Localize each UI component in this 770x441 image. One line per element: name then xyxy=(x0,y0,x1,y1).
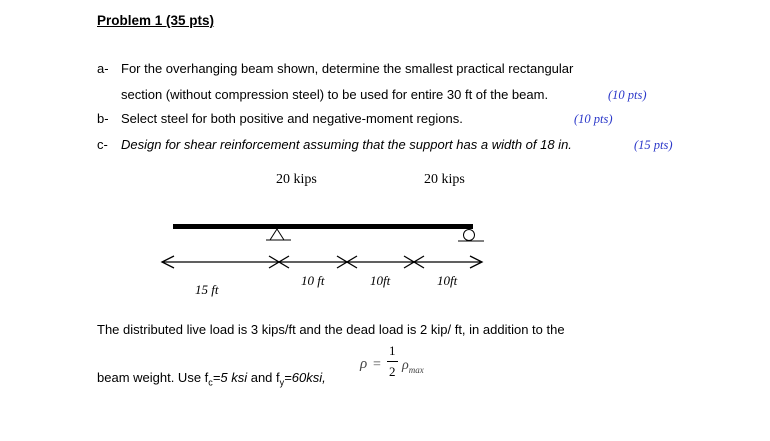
item-a-line1: For the overhanging beam shown, determine the smallest practical rectangular xyxy=(121,61,574,76)
load-description-line1: The distributed live load is 3 kips/ft and the dead load is 2 kip/ ft, in addition to the xyxy=(97,322,565,337)
item-c-points: (15 pts) xyxy=(634,138,673,152)
rho-symbol: ρ xyxy=(360,356,368,372)
item-c-marker: c- xyxy=(97,137,108,152)
dimension-line xyxy=(162,256,482,268)
span-label-10ft-1: 10 ft xyxy=(301,273,325,288)
span-label-15ft: 15 ft xyxy=(195,282,219,297)
load-label-1: 20 kips xyxy=(276,172,317,187)
item-b-points: (10 pts) xyxy=(574,112,613,126)
item-c-text: Design for shear reinforcement assuming that the support has a width of 18 in. xyxy=(121,137,572,152)
problem-title: Problem 1 (35 pts) xyxy=(97,13,215,28)
fraction-bar xyxy=(387,361,398,362)
load-label-2: 20 kips xyxy=(424,172,465,187)
beam xyxy=(173,224,473,229)
item-a-line2: section (without compression steel) to be used for entire 30 ft of the beam. xyxy=(121,87,549,102)
item-b-marker: b- xyxy=(97,111,109,126)
roller-support xyxy=(458,230,484,242)
span-label-10ft-3: 10ft xyxy=(437,273,458,288)
pin-support xyxy=(266,229,291,240)
load-description-line2: beam weight. Use $f_c=5$ ksi and $f_y=60ksi$, xyxy=(97,370,326,388)
item-a-marker: a- xyxy=(97,61,109,76)
equals-sign: = xyxy=(373,357,381,372)
fraction-denominator: 2 xyxy=(389,364,396,379)
fraction-numerator: 1 xyxy=(389,343,396,358)
span-label-10ft-2: 10ft xyxy=(370,273,391,288)
item-a-points: (10 pts) xyxy=(608,88,647,102)
rho-max-symbol: $\rho_{max}$ xyxy=(402,358,424,375)
item-b-text: Select steel for both positive and negative-moment regions. xyxy=(121,111,463,126)
